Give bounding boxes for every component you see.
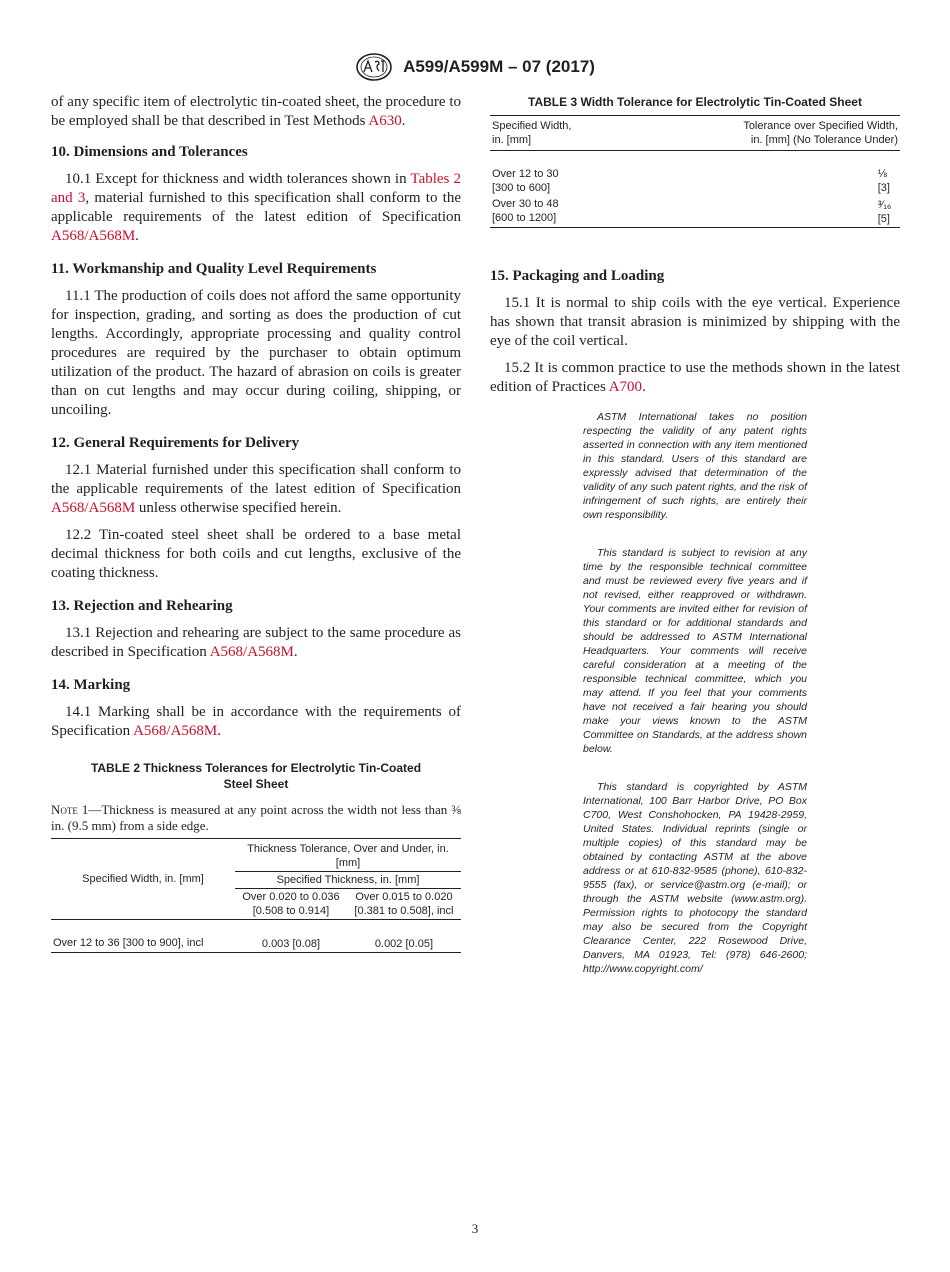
table-3 [490,94,900,228]
table-2-group-header: Thickness Tolerance, Over and Under, in. [mm] [235,839,461,872]
page-header [0,52,950,86]
legal-revision-notice: This standard is subject to revision at any time by the responsible technical committee and must be reviewed every five years and if not revised, either reapproved or withdrawn. Your comments are invited either for revision of this standard or for additional standards and should be addressed to ASTM International Headquarters. Your comments will receive careful consideration at a meeting of the responsible technical committee, which you may attend. If you feel that your comments have not received a fair hearing you should make your views known to the ASTM Committee on Standards, at the address shown below. [583,547,807,755]
section-12-title: 12. General Requirements for Delivery [51,435,300,451]
table-row: Over 12 to 36 [300 to 900], incl 0.003 [0.08] 0.002 [0.05] [53,937,433,950]
link-a568[interactable]: A568/A568M [133,723,218,739]
link-a568[interactable]: A568/A568M [51,500,136,516]
table-row: Over 12 to 30 [300 to 600] ⅛ [3] [492,168,890,194]
table-2-grid [51,838,461,953]
link-a630[interactable]: A630 [368,113,402,129]
section-13-title: 13. Rejection and Rehearing [51,598,233,614]
paragraph-12-1: 12.1 Material furnished under this specification shall conform to the applicable requirements of the latest edition of Specification A568/A568M unless otherwise specified herein. [51,462,461,516]
paragraph-10-1: 10.1 Except for thickness and width tolerances shown in Tables 2 and 3, material furnished to this specification shall conform to the applicable requirements of the latest edition of Specification A568/A568M. [51,171,462,244]
paragraph-12-2: 12.2 Tin-coated steel sheet shall be ordered to a base metal decimal thickness for both coils and cut lengths, exclusive of the coating thickness. [51,527,461,581]
paragraph-intro: of any specific item of electrolytic tin-coated sheet, the procedure to be employed shall be that described in Test Methods A630. [51,94,461,129]
table-2-sub-header: Specified Thickness, in. [mm] [235,872,461,889]
paragraph-11-1: 11.1 The production of coils does not afford the same opportunity for inspection, grading, and sorting as does the production of cut lengths. Accordingly, appropriate processing and quality control procedures are required by the purchaser to obtain optimum utilization of the product. The hazard of abrasion on coils is greater than on cut lengths and may occur during coiling, shipping, or uncoiling. [51,288,461,418]
right-column [490,255,900,405]
paragraph-15-2: 15.2 It is common practice to use the methods shown in the latest edition of Practices A700. [490,360,900,395]
paragraph-15-1: 15.1 It is normal to ship coils with the eye vertical. Experience has shown that transit abrasion is minimized by shipping with the eye of the coil vertical. [490,295,900,349]
table-2-col-thickness-a: Over 0.020 to 0.036 [0.508 to 0.914] [235,889,347,920]
page-number: 3 [471,1221,479,1236]
table-3-grid [490,115,900,228]
table-3-caption: TABLE 3 Width Tolerance for Electrolytic Tin-Coated Sheet [528,95,862,109]
legal-notice [583,410,807,1000]
section-15-title: 15. Packaging and Loading [490,268,665,284]
section-10-title: 10. Dimensions and Tolerances [51,144,248,160]
table-row: Over 30 to 48 [600 to 1200] ³⁄₁₆ [5] [492,198,892,225]
link-tables-2-3[interactable]: Tables 2 and 3 [51,171,462,206]
section-14-title: 14. Marking [51,677,131,693]
paragraph-13-1: 13.1 Rejection and rehearing are subject to the same procedure as described in Specification A568/A568M. [51,625,461,660]
link-a568[interactable]: A568/A568M [209,644,294,660]
table-2-col-thickness-b: Over 0.015 to 0.020 [0.381 to 0.508], incl [347,889,461,920]
paragraph-14-1: 14.1 Marking shall be in accordance with the requirements of Specification A568/A568M. [51,704,461,739]
left-column [51,93,461,749]
table-2-note: Note 1—Thickness is measured at any point across the width not less than ⅜ in. (9.5 mm) from a side edge. [51,802,461,833]
table-3-col-tolerance-header: Tolerance over Specified Width, in. [mm] (No Tolerance Under) [578,116,900,151]
table-3-col-width-header: Specified Width, in. [mm] [490,116,578,151]
table-2 [51,760,461,953]
link-a700[interactable]: A700 [608,379,643,395]
section-11-title: 11. Workmanship and Quality Level Requirements [51,261,377,277]
table-2-caption: TABLE 2 Thickness Tolerances for Electrolytic Tin-Coated Steel Sheet [90,761,422,791]
astm-logo-icon [355,52,393,82]
legal-copyright-notice: This standard is copyrighted by ASTM International, 100 Barr Harbor Drive, PO Box C700, West Conshohocken, PA 19428-2959, United States. Individual reprints (single or multiple copies) of this standard may be obtained by contacting ASTM at the above address or at 610-832-9585 (phone), 610-832-9555 (fax), or service@astm.org (e-mail); or through the ASTM website (www.astm.org). Permission rights to photocopy the standard may also be secured from the Copyright Clearance Center, 222 Rosewood Drive, Danvers, MA 01923, Tel: (978) 646-2600; http://www.copyright.com/ [583,781,807,975]
table-2-col-width-header: Specified Width, in. [mm] [51,839,235,920]
document-designation: A599/A599M – 07 (2017) [403,57,595,76]
link-a568[interactable]: A568/A568M [51,228,136,244]
legal-patent-notice: ASTM International takes no position respecting the validity of any patent rights asserted in connection with any item mentioned in this standard. Users of this standard are expressly advised that determination of the validity of any such patent rights, and the risk of infringement of such rights, are entirely their own responsibility. [583,411,807,521]
